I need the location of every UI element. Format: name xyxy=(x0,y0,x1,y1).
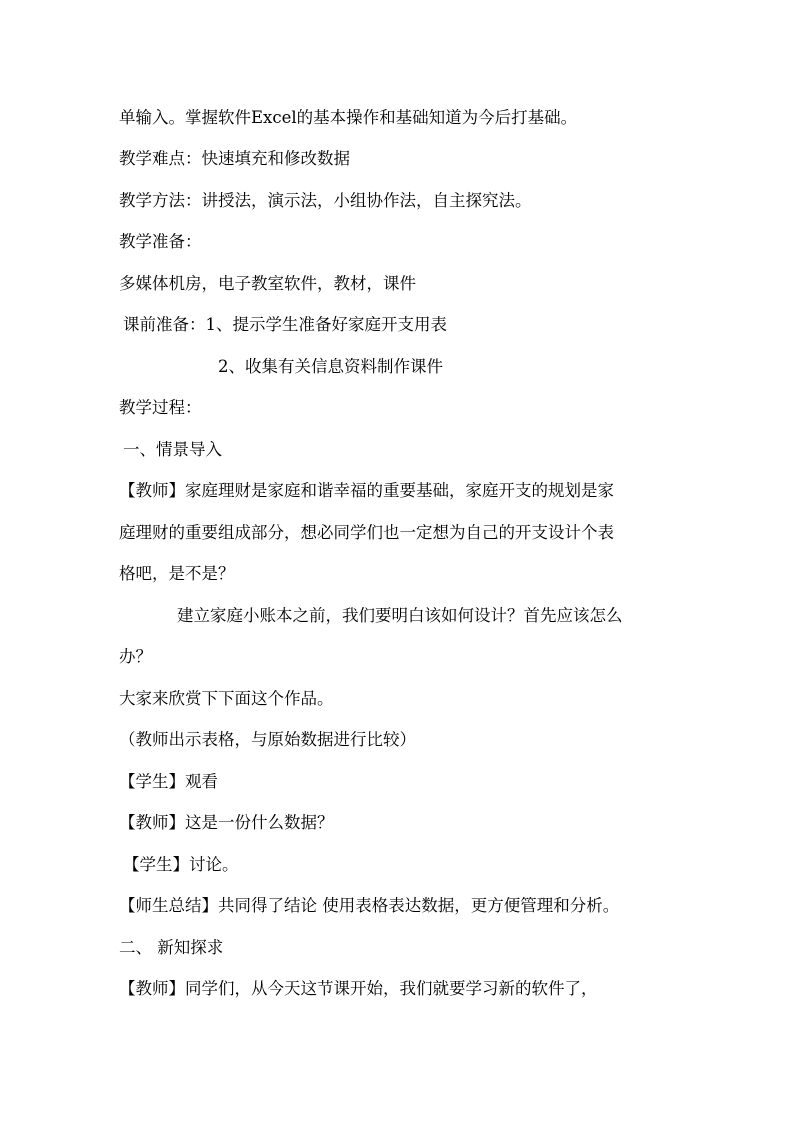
section-heading: 一、情景导入 xyxy=(123,440,222,459)
text-line: 办？ xyxy=(119,647,152,666)
text-line: 教学过程： xyxy=(119,398,202,417)
text-line: 多媒体机房，电子教室软件，教材，课件 xyxy=(119,274,416,293)
text-line: （教师出示表格，与原始数据进行比较） xyxy=(119,730,416,749)
text-line: 课前准备：1、提示学生准备好家庭开支用表 xyxy=(123,315,447,334)
text-line: 【学生】观看 xyxy=(119,772,218,791)
text-line: 建立家庭小账本之前，我们要明白该如何设计？首先应该怎么 xyxy=(177,606,623,625)
text-line: 庭理财的重要组成部分，想必同学们也一定想为自己的开支设计个表 xyxy=(119,523,614,542)
text-line: 【师生总结】共同得了结论 使用表格表达数据，更方便管理和分析。 xyxy=(119,896,620,915)
section-heading: 二、 新知探求 xyxy=(119,938,224,957)
text-line: 【学生】讨论。 xyxy=(123,855,239,874)
text-line: 2、收集有关信息资料制作课件 xyxy=(218,357,443,376)
text-line: 教学准备： xyxy=(119,232,202,251)
text-line: 【教师】家庭理财是家庭和谐幸福的重要基础，家庭开支的规划是家 xyxy=(119,481,614,500)
text-line: 大家来欣赏下下面这个作品。 xyxy=(119,689,334,708)
text-line: 教学难点：快速填充和修改数据 xyxy=(119,149,350,168)
text-line: 单输入。掌握软件Excel的基本操作和基础知道为今后打基础。 xyxy=(119,108,578,127)
text-line: 教学方法：讲授法，演示法，小组协作法，自主探究法。 xyxy=(119,191,532,210)
text-line: 【教师】同学们，从今天这节课开始，我们就要学习新的软件了， xyxy=(119,979,598,998)
text-line: 格吧，是不是？ xyxy=(119,564,235,583)
text-line: 【教师】这是一份什么数据？ xyxy=(119,813,334,832)
